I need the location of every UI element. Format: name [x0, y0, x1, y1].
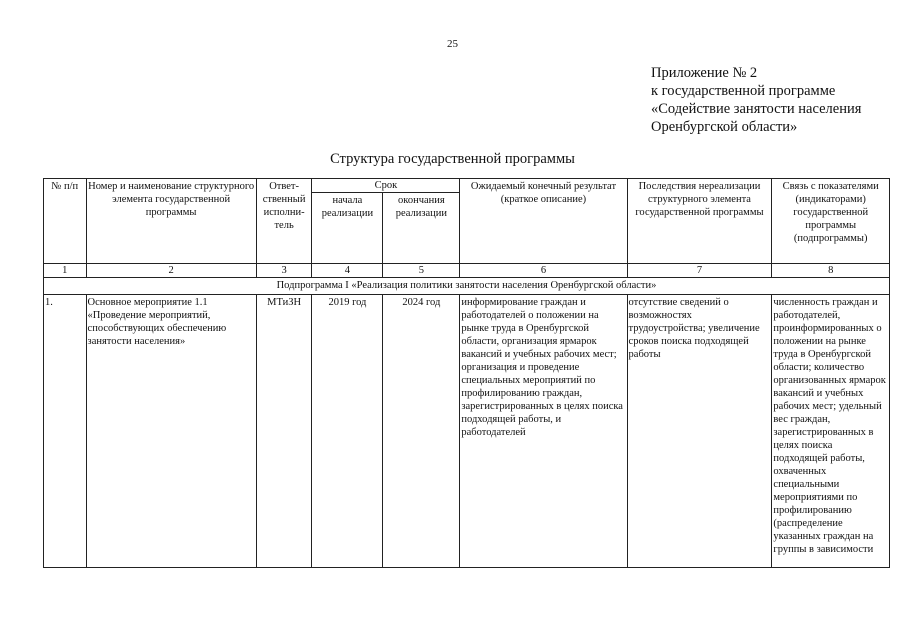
appendix-line-2: к государственной программе	[651, 83, 836, 99]
header-row-1	[44, 179, 890, 193]
header-term-end: окончания реализации	[383, 193, 460, 264]
header-name: Номер и наименование структурного элемента государственной программы	[86, 179, 256, 264]
cell-start: 2019 год	[312, 295, 383, 568]
header-term: Срок	[312, 179, 460, 193]
cell-consequences: отсутствие сведений о возможностях трудоустройства; увеличение сроков поиска подходящей работы	[627, 295, 772, 568]
subprogram-title: Подпрограмма I «Реализация политики занятости населения Оренбургской области»	[44, 278, 890, 295]
page-number: 25	[447, 38, 458, 50]
column-number: 8	[772, 264, 890, 278]
appendix-line-4: Оренбургской области»	[651, 119, 798, 135]
header-term-start: начала реализации	[312, 193, 383, 264]
cell-no: 1.	[44, 295, 87, 568]
document-title: Структура государственной программы	[330, 151, 575, 167]
cell-end: 2024 год	[383, 295, 460, 568]
cell-name: Основное мероприятие 1.1 «Проведение мероприятий, способствующих обеспечению занятости населения»	[86, 295, 256, 568]
column-number: 6	[460, 264, 627, 278]
column-number: 7	[627, 264, 772, 278]
appendix-block	[651, 64, 861, 136]
appendix-line-1: Приложение № 2	[651, 65, 758, 81]
header-responsible: Ответ-ственный исполни-тель	[256, 179, 312, 264]
appendix-line-3: «Содействие занятости населения	[651, 101, 862, 117]
cell-result: информирование граждан и работодателей о положении на рынке труда в Оренбургской области, организация ярмарок вакансий и учебных рабочих мест; организация и проведение специальных мероприятий по профилированию граждан, зарегистрированных в целях поиска подходящей работы, и работодателей	[460, 295, 627, 568]
column-number: 3	[256, 264, 312, 278]
column-number-row	[44, 264, 890, 278]
column-number: 5	[383, 264, 460, 278]
cell-link: численность граждан и работодателей, проинформированных о положении на рынке труда в Оренбургской области; количество организованных ярмарок вакансий и учебных рабочих мест; удельный вес граждан, зарегистрированных в целях поиска подходящей работы, охваченных специальными мероприятиями по профилированию (распределение указанных граждан на группы в зависимости	[772, 295, 890, 568]
header-consequences: Последствия нереализации структурного элемента государственной программы	[627, 179, 772, 264]
header-no: № п/п	[44, 179, 87, 264]
structure-table	[43, 178, 890, 568]
subprogram-row	[44, 278, 890, 295]
column-number: 2	[86, 264, 256, 278]
column-number: 1	[44, 264, 87, 278]
cell-responsible: МТиЗН	[256, 295, 312, 568]
column-number: 4	[312, 264, 383, 278]
header-result: Ожидаемый конечный результат (краткое описание)	[460, 179, 627, 264]
table-row	[44, 295, 890, 568]
header-link: Связь с показателями (индикаторами) государственной программы (подпрограммы)	[772, 179, 890, 264]
